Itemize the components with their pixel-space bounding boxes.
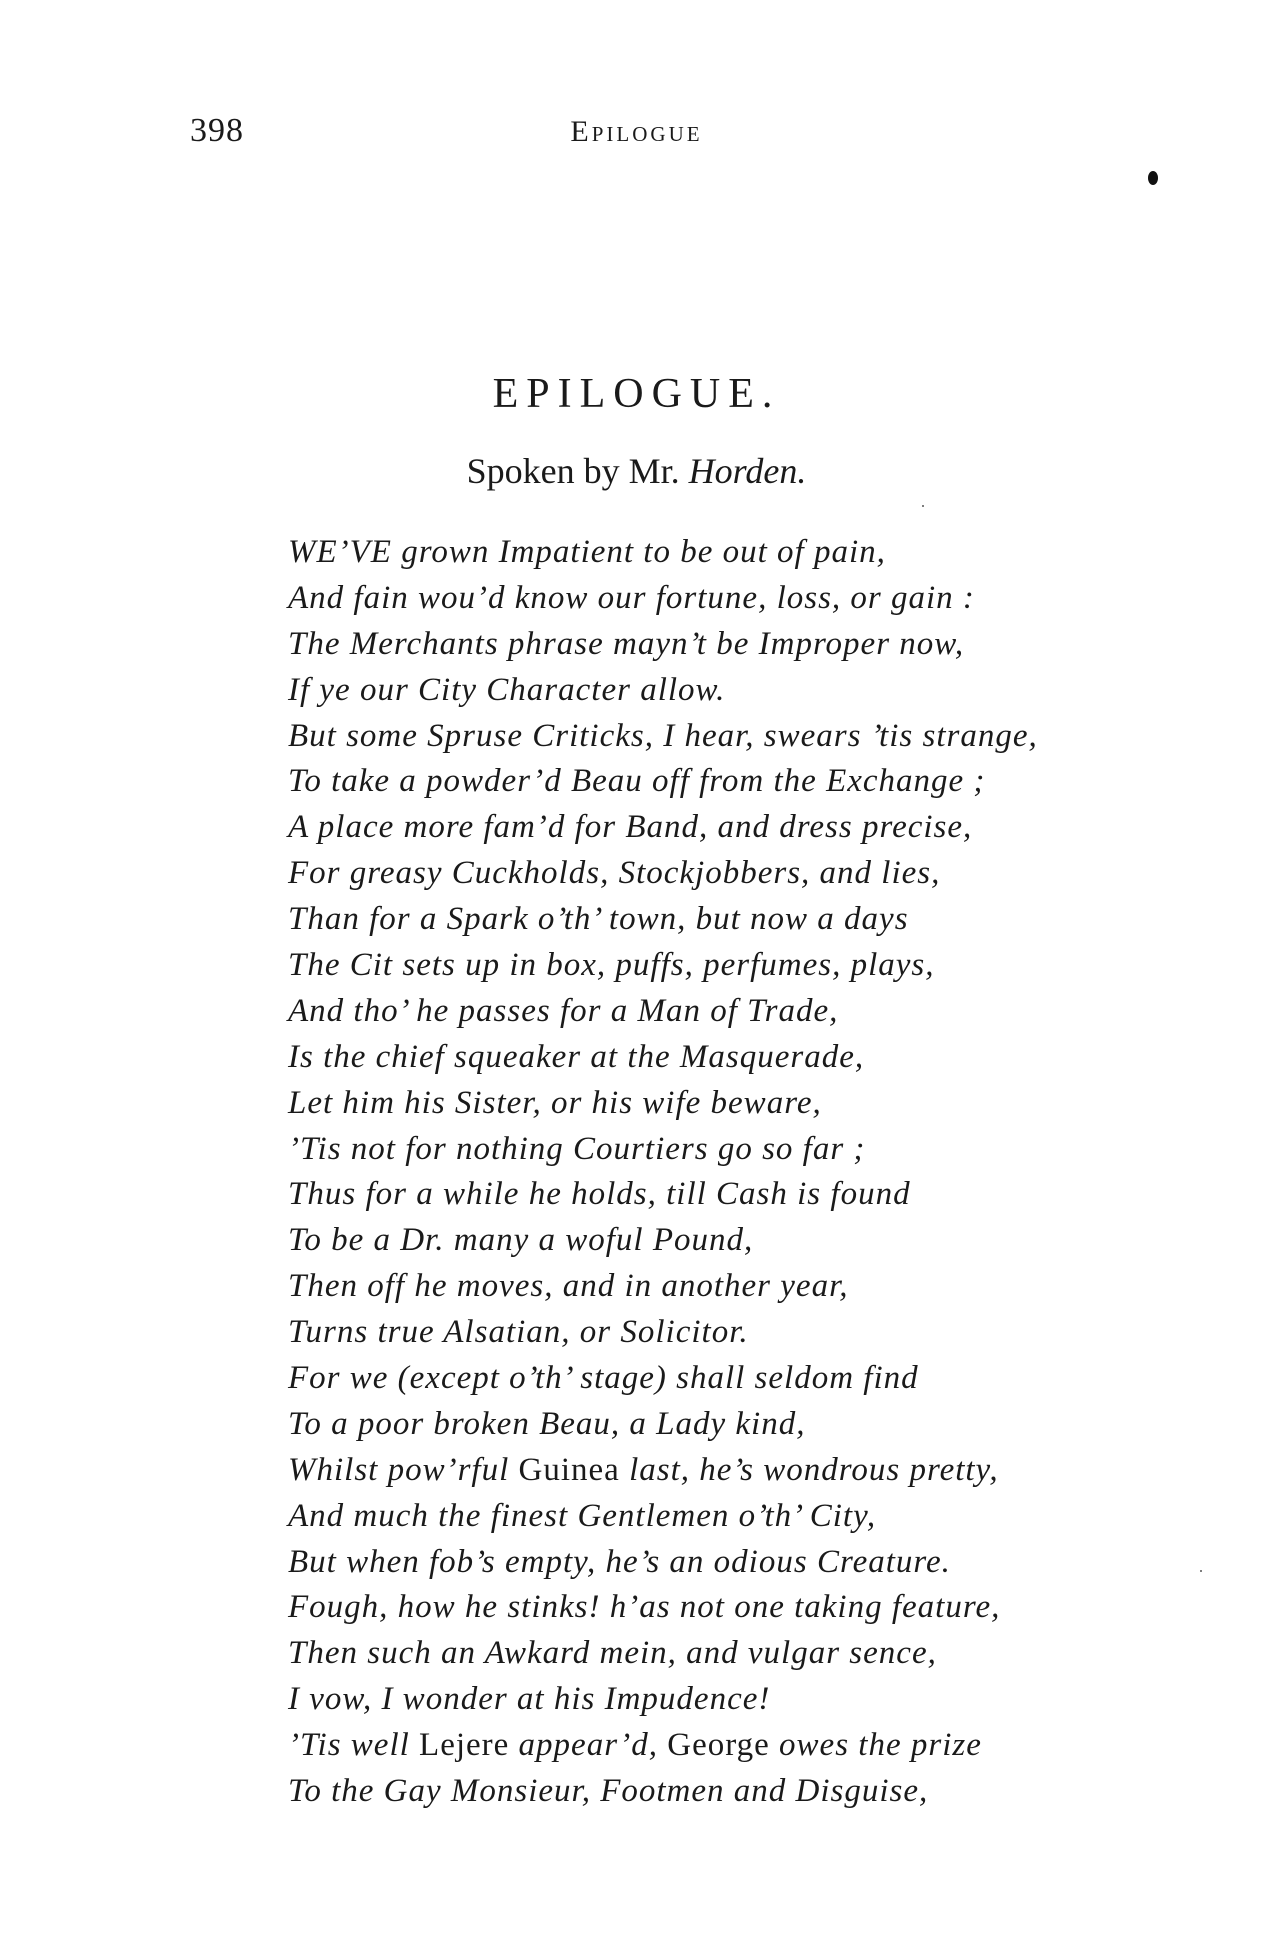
line-text: Turns true Alsatian, or Solicitor. — [288, 1314, 749, 1351]
subtitle-prefix: Spoken by Mr. — [466, 451, 689, 491]
line-text: Whilst pow’rful — [288, 1451, 519, 1488]
line-text: The Cit sets up in box, puffs, perfumes, plays, — [288, 947, 935, 984]
poem-line — [288, 530, 1188, 576]
line-text: WE’VE grown Impatient to be out of pain, — [288, 534, 886, 570]
poem-line — [288, 714, 1188, 760]
roman-word: George — [667, 1727, 770, 1764]
line-text: owes the prize — [769, 1727, 982, 1764]
line-text: And fain wou’d know our fortune, loss, or gain : — [288, 579, 975, 616]
poem-line — [288, 1769, 1188, 1815]
poem-line — [288, 1310, 1188, 1356]
poem-line — [288, 1172, 1188, 1218]
poem-line — [288, 576, 1188, 622]
ink-speck — [922, 505, 924, 507]
poem-line — [288, 1677, 1188, 1723]
poem-line — [288, 1448, 1188, 1494]
ink-speck — [1200, 1570, 1202, 1572]
line-text: ’Tis well — [288, 1727, 420, 1764]
epilogue-subtitle — [0, 450, 1273, 492]
line-text: Is the chief squeaker at the Masquerade, — [288, 1038, 865, 1075]
poem-line — [288, 759, 1188, 805]
roman-word: Lejere — [419, 1727, 510, 1764]
line-text: Then off he moves, and in another year, — [288, 1268, 849, 1305]
line-text: To a poor broken Beau, a Lady kind, — [288, 1405, 806, 1442]
line-text: To take a powder’d Beau off from the Exchange ; — [288, 763, 986, 800]
line-text: appear’d, — [509, 1727, 668, 1764]
line-text: But some Spruse Criticks, I hear, swears ’tis strange, — [288, 717, 1038, 754]
line-text: Fough, how he stinks! h’as not one taking feature, — [288, 1589, 1001, 1626]
poem-line — [288, 1356, 1188, 1402]
poem-line — [288, 805, 1188, 851]
line-text: Let him his Sister, or his wife beware, — [288, 1084, 822, 1121]
page-number: 398 — [190, 112, 244, 149]
line-text: To the Gay Monsieur, Footmen and Disguise, — [288, 1773, 929, 1810]
line-text: The Merchants phrase mayn’t be Improper now, — [288, 625, 965, 662]
roman-word: Guinea — [518, 1451, 620, 1488]
poem — [288, 530, 1188, 1815]
poem-line — [288, 897, 1188, 943]
line-text: Then such an Awkard mein, and vulgar sence, — [288, 1635, 937, 1672]
poem-line — [288, 989, 1188, 1035]
line-text: last, he’s wondrous pretty, — [619, 1451, 999, 1488]
epilogue-title: EPILOGUE. — [492, 371, 781, 417]
poem-line — [288, 1540, 1188, 1586]
line-text: Thus for a while he holds, till Cash is found — [288, 1176, 911, 1213]
poem-line — [288, 1264, 1188, 1310]
line-text: A place more fam’d for Band, and dress precise, — [288, 809, 973, 846]
line-text: ’Tis not for nothing Courtiers go so far ; — [288, 1130, 866, 1167]
poem-line — [288, 1127, 1188, 1173]
line-text: I vow, I wonder at his Impudence! — [288, 1681, 771, 1718]
line-text: For greasy Cuckholds, Stockjobbers, and lies, — [288, 855, 941, 892]
poem-line — [288, 1494, 1188, 1540]
line-text: To be a Dr. many a woful Pound, — [288, 1222, 754, 1259]
line-text: And tho’ he passes for a Man of Trade, — [288, 992, 839, 1029]
poem-line — [288, 668, 1188, 714]
poem-line — [288, 1081, 1188, 1127]
poem-line — [288, 943, 1188, 989]
poem-line — [288, 1723, 1188, 1769]
line-text: And much the finest Gentlemen o’th’ City, — [288, 1497, 877, 1534]
poem-line — [288, 1035, 1188, 1081]
line-text: But when fob’s empty, he’s an odious Creature. — [288, 1543, 951, 1580]
ink-blot — [1148, 171, 1158, 185]
speaker-name: Horden. — [688, 451, 807, 491]
line-text: Than for a Spark o’th’ town, but now a days — [288, 901, 909, 938]
poem-line — [288, 1585, 1188, 1631]
line-text: For we (except o’th’ stage) shall seldom find — [288, 1360, 919, 1397]
poem-line — [288, 1631, 1188, 1677]
poem-line — [288, 1218, 1188, 1264]
line-text: If ye our City Character allow. — [288, 671, 726, 708]
poem-line — [288, 1402, 1188, 1448]
poem-line — [288, 622, 1188, 668]
running-head: Epilogue — [570, 115, 703, 148]
poem-line — [288, 851, 1188, 897]
